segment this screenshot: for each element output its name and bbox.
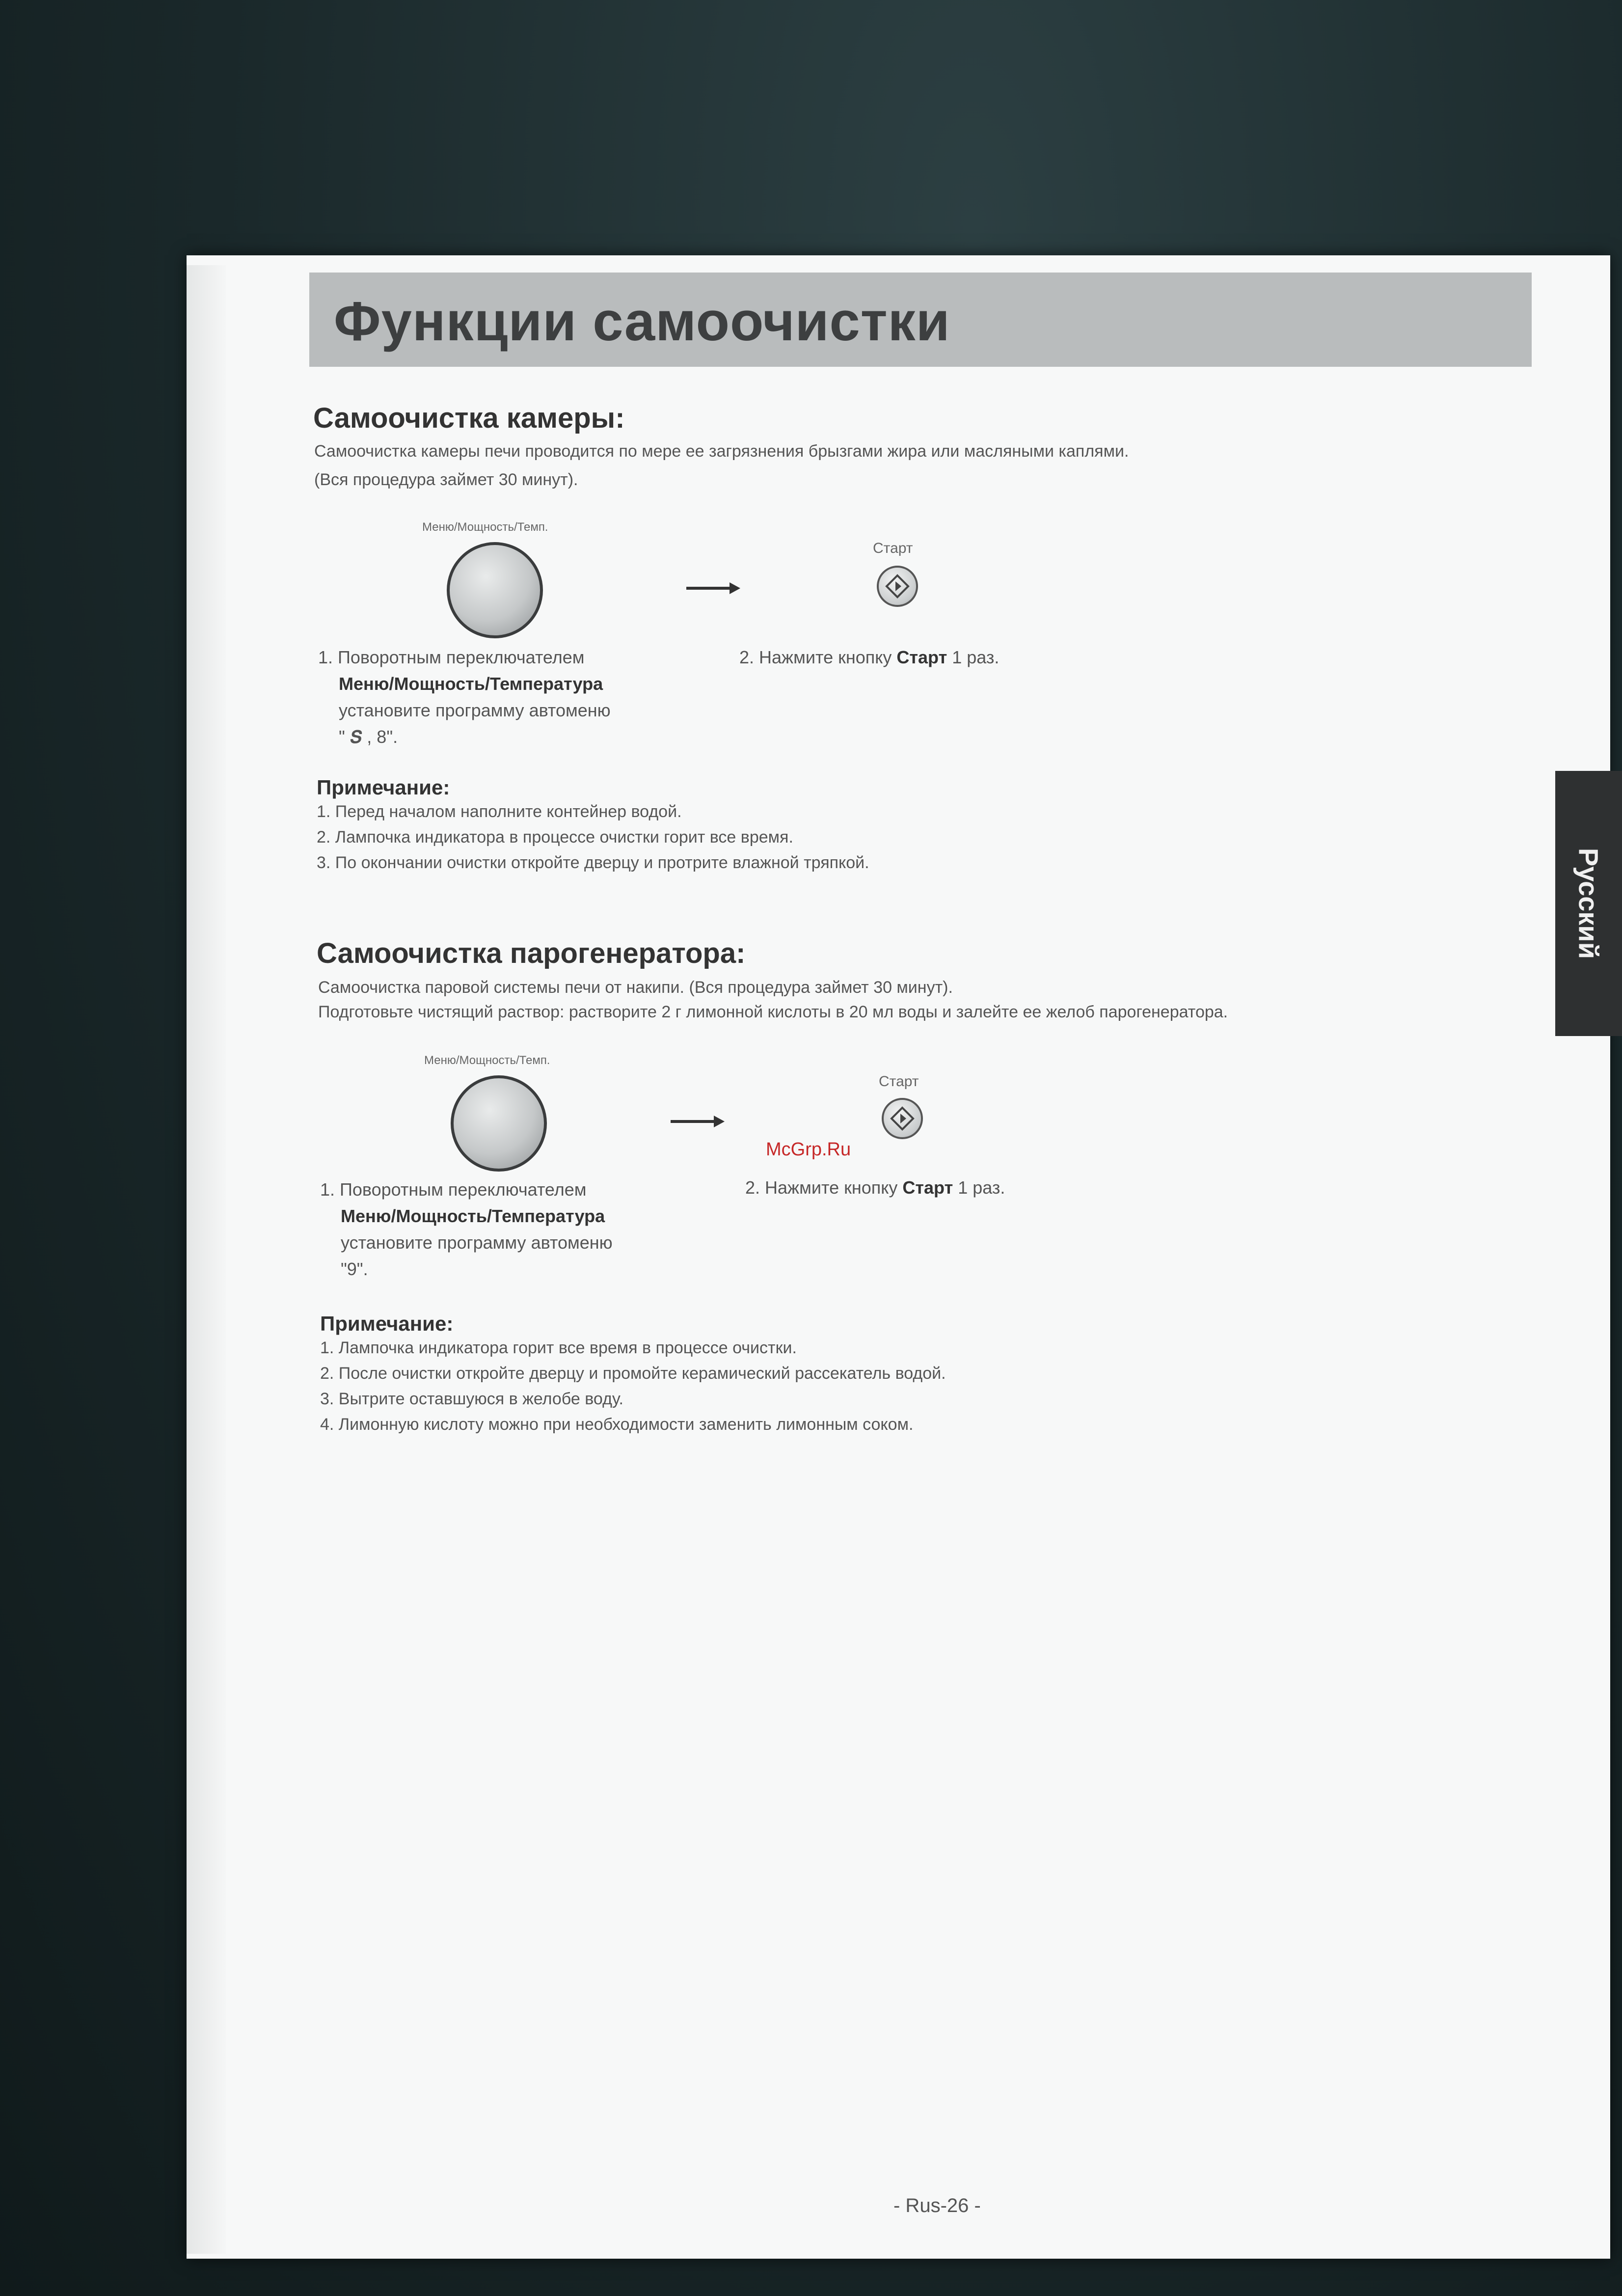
watermark: McGrp.Ru — [766, 1139, 851, 1160]
chamber-knob-label: Меню/Мощность/Темп. — [422, 520, 548, 534]
steam-arrow-icon — [671, 1112, 725, 1131]
chamber-step-2-bold: Старт — [896, 647, 947, 667]
steam-step-2-prefix: 2. Нажмите кнопку — [745, 1177, 903, 1198]
chamber-menu-power-temp-knob — [447, 542, 543, 638]
steam-step-1-line-2: Меню/Мощность/Температура — [341, 1206, 605, 1226]
steam-step-1-line-3: установите программу автоменю — [341, 1232, 613, 1253]
chamber-note-3: 3. По окончании очистки откройте дверцу и протрите влажной тряпкой. — [317, 853, 869, 872]
steam-heading: Самоочистка парогенератора: — [317, 937, 746, 969]
chamber-heading: Самоочистка камеры: — [313, 402, 625, 434]
steam-step-1-line-4: "9". — [341, 1259, 368, 1279]
steam-intro-line-1: Самоочистка паровой системы печи от накипи. (Вся процедура займет 30 минут). — [318, 978, 953, 997]
chamber-step-2-prefix: 2. Нажмите кнопку — [739, 647, 897, 667]
page-number: - Rus-26 - — [893, 2195, 981, 2216]
steam-step-1 — [320, 1176, 613, 1283]
steam-step-2 — [745, 1175, 1005, 1201]
start-diamond-icon — [884, 1100, 921, 1137]
chamber-step-1-line-1: 1. Поворотным переключателем — [318, 647, 585, 667]
steam-start-button-illustration — [882, 1098, 923, 1139]
chamber-arrow-icon — [686, 578, 740, 598]
chamber-intro-line-1: Самоочистка камеры печи проводится по мере ее загрязнения брызгами жира или масляными каплями. — [314, 442, 1129, 461]
steam-note-3: 3. Вытрите оставшуюся в желобе воду. — [320, 1390, 623, 1408]
chamber-intro-line-2: (Вся процедура займет 30 минут). — [314, 470, 578, 489]
page-binding-edge — [187, 265, 226, 2254]
chamber-note-2: 2. Лампочка индикатора в процессе очистки горит все время. — [317, 828, 793, 847]
page-title: Функции самоочистки — [334, 291, 950, 352]
steam-note-heading: Примечание: — [320, 1312, 454, 1335]
chamber-step-1 — [318, 644, 611, 750]
language-tab-label: Русский — [1573, 847, 1604, 959]
steam-note-4: 4. Лимонную кислоту можно при необходимости заменить лимонным соком. — [320, 1415, 914, 1434]
chamber-step-2-suffix: 1 раз. — [947, 647, 1000, 667]
start-diamond-icon — [879, 568, 916, 605]
steam-intro-line-2: Подготовьте чистящий раствор: растворите 2 г лимонной кислоты в 20 мл воды и залейте ее желоб парогенератора. — [318, 1003, 1228, 1021]
chamber-step-1-line-3: установите программу автоменю — [339, 700, 611, 720]
steam-note-2: 2. После очистки откройте дверцу и промойте керамический рассекатель водой. — [320, 1364, 946, 1383]
steam-step-1-line-1: 1. Поворотным переключателем — [320, 1179, 587, 1200]
steam-step-2-bold: Старт — [902, 1177, 953, 1198]
steam-knob-label: Меню/Мощность/Темп. — [424, 1054, 550, 1067]
chamber-start-button-illustration — [877, 566, 918, 607]
chamber-start-label: Старт — [873, 540, 913, 556]
chamber-note-1: 1. Перед началом наполните контейнер водой. — [317, 802, 682, 821]
chamber-step-1-line-2: Меню/Мощность/Температура — [339, 674, 603, 694]
steam-start-label: Старт — [879, 1073, 919, 1090]
chamber-step-2 — [739, 644, 999, 671]
chamber-step-1-line-4: " 𝑺 , 8". — [339, 727, 398, 747]
steam-step-2-suffix: 1 раз. — [953, 1177, 1005, 1198]
chamber-note-heading: Примечание: — [317, 776, 450, 799]
steam-menu-power-temp-knob — [451, 1075, 547, 1172]
steam-note-1: 1. Лампочка индикатора горит все время в процессе очистки. — [320, 1339, 797, 1357]
